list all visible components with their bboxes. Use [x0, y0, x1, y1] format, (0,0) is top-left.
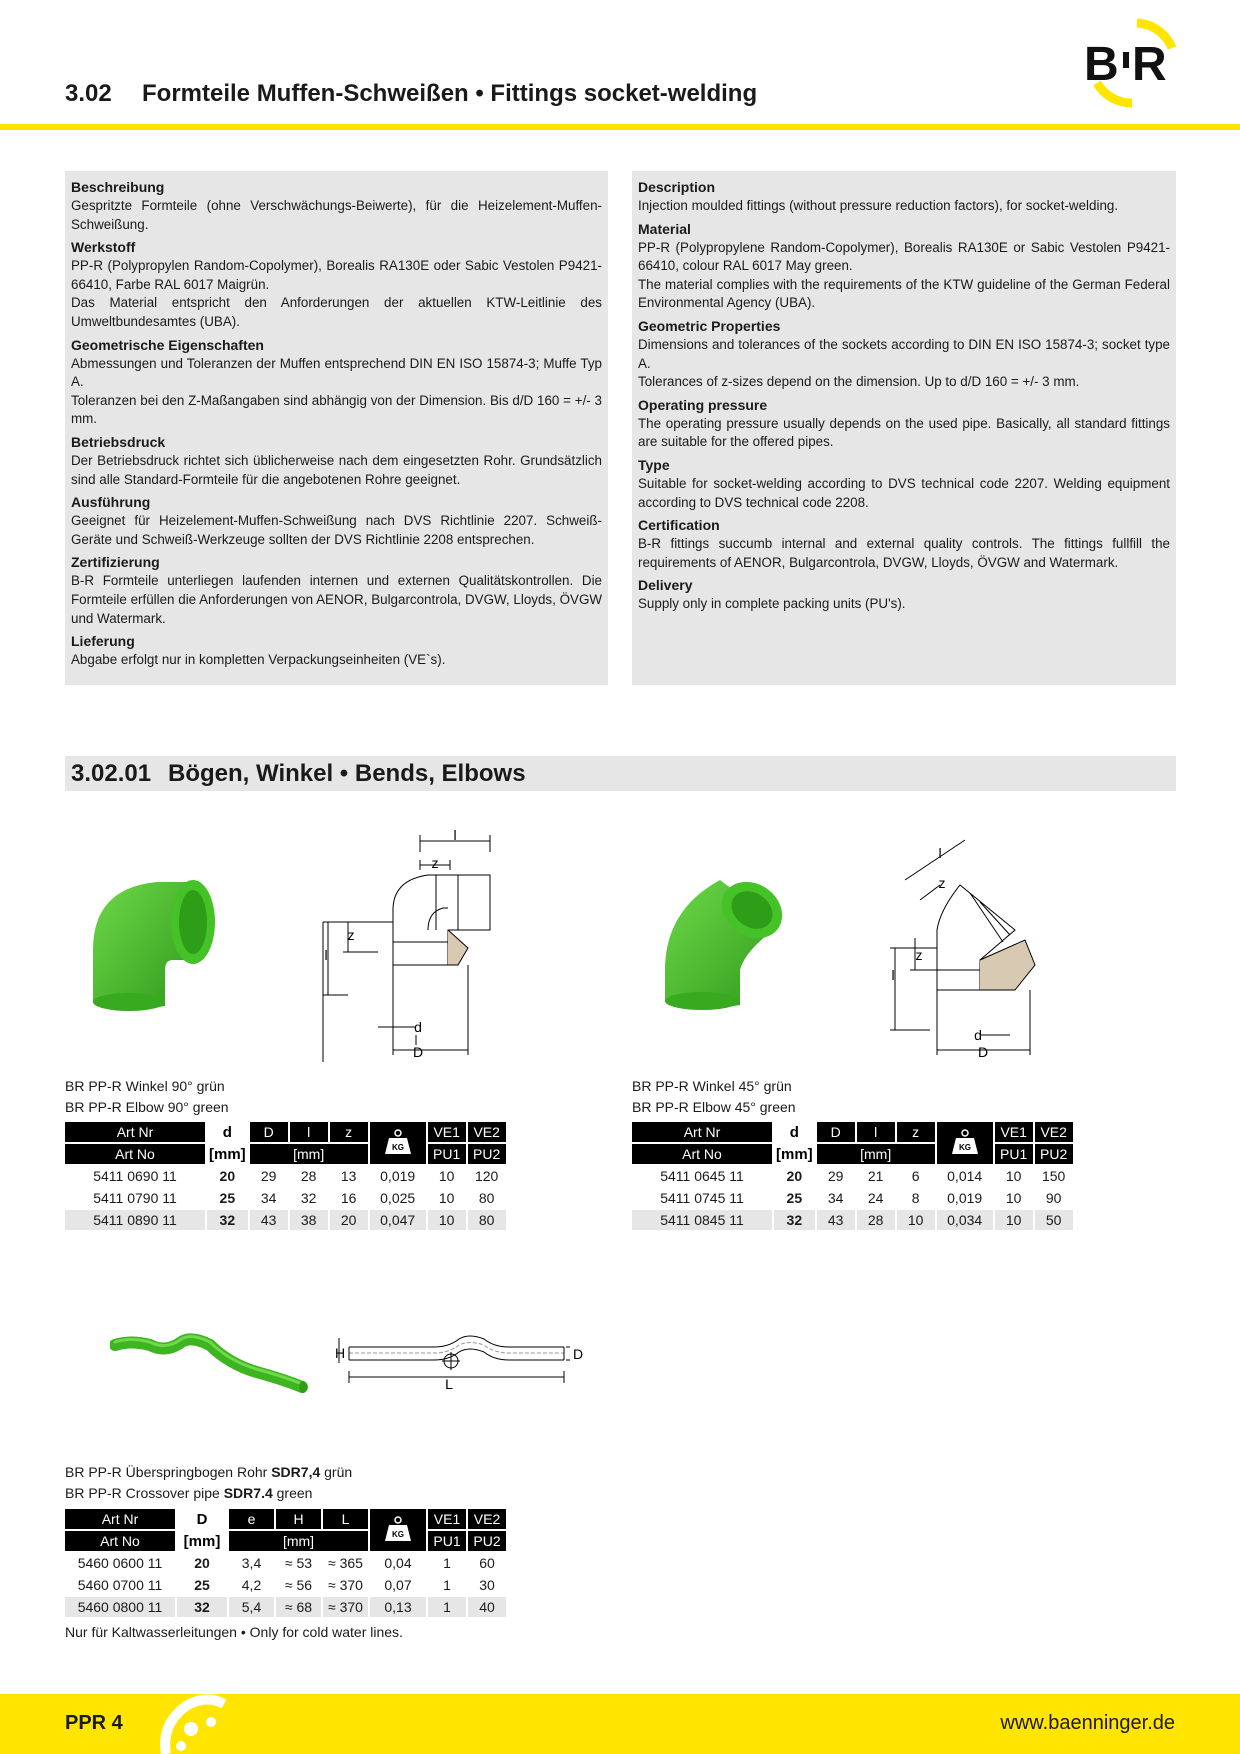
col-pu2: PU2: [1035, 1144, 1073, 1164]
col-ve2: VE2: [468, 1122, 506, 1142]
text-certification: B-R fittings succumb internal and external quality controls. The fittings fullfill the requirements of AENOR, Bulgarcontrola, DVGW, Lloyds, ÖVGW and Watermark.: [638, 536, 1170, 570]
col-e: e: [229, 1509, 274, 1529]
heading-geometrische-eigenschaften: Geometrische Eigenschaften: [71, 336, 264, 353]
col-mm: [mm]: [229, 1531, 368, 1551]
heading-delivery: Delivery: [638, 577, 693, 594]
table-row: 5411 0845 11 32 43 28 10 0,034 10 50: [632, 1210, 1073, 1230]
col-ve2: VE2: [1035, 1122, 1073, 1142]
text-geometrische-eigenschaften-2: Toleranzen bei den Z-Maßangaben sind abhängig von der Dimension. Bis d/D 160 = +/- 3 mm.: [71, 392, 602, 427]
col-d: d: [774, 1122, 815, 1142]
text-material-2: The material complies with the requirements of the KTW guideline of the German Federal Environmental Agency (UBA).: [638, 276, 1170, 311]
table-row: 5411 0890 11 32 43 38 20 0,047 10 80: [65, 1210, 506, 1230]
svg-text:KG: KG: [391, 1142, 404, 1152]
text-material: PP-R (Polypropylene Random-Copolymer), Borealis RA130E or Sabic Vestolen P9421-66410, colour RAL 6017 May green.: [638, 239, 1170, 274]
col-z: z: [897, 1122, 935, 1142]
heading-operating-pressure: Operating pressure: [638, 396, 768, 413]
weight-icon: [950, 1129, 980, 1155]
col-D: D: [250, 1122, 288, 1142]
table-row: 5460 0700 11 25 4,2 ≈ 56 ≈ 370 0,07 1 30: [77, 1577, 495, 1593]
col-l: l: [857, 1122, 895, 1142]
description-german: [65, 171, 608, 685]
crossover-photo: [110, 1325, 310, 1395]
crossover-caption: [65, 1462, 352, 1504]
col-D: D: [177, 1509, 227, 1529]
section-name: Bögen, Winkel • Bends, Elbows: [168, 760, 526, 787]
col-art-nr: Art Nr: [632, 1122, 772, 1142]
col-weight: [370, 1122, 426, 1164]
col-H: H: [276, 1509, 321, 1529]
col-d: d: [207, 1122, 248, 1142]
footer-logo-mark: [156, 1694, 226, 1754]
elbow-90-caption-de: BR PP-R Winkel 90° grün: [65, 1078, 225, 1094]
br-logo: [1082, 18, 1182, 108]
heading-material: Material: [638, 220, 691, 237]
col-pu2: PU2: [468, 1144, 506, 1164]
heading-description: Description: [638, 179, 716, 195]
crossover-label-D: D: [572, 1346, 584, 1362]
elbow-90-caption: [65, 1076, 229, 1118]
elbow-90-label-d: d: [414, 1019, 422, 1035]
col-weight: [370, 1509, 426, 1551]
elbow-90-table: [63, 1120, 508, 1232]
heading-lieferung: Lieferung: [71, 633, 135, 650]
svg-text:B: B: [1084, 38, 1119, 91]
elbow-90-label-D: D: [412, 1044, 424, 1060]
section-header: [65, 756, 1176, 791]
page-number: PPR 4: [65, 1712, 123, 1734]
elbow-90-caption-en: BR PP-R Elbow 90° green: [65, 1099, 229, 1115]
crossover-label-L: L: [445, 1376, 453, 1391]
text-delivery: Supply only in complete packing units (PU's).: [638, 596, 906, 612]
col-art-no: Art No: [65, 1144, 205, 1164]
text-werkstoff: PP-R (Polypropylen Random-Copolymer), Borealis RA130E oder Sabic Vestolen P9421-66410, Farbe RAL 6017 Maigrün.: [71, 258, 602, 292]
header-accent-line: [0, 124, 1240, 130]
text-description: Injection moulded fittings (without pressure reduction factors), for socket-welding.: [638, 198, 1119, 213]
col-pu1: PU1: [428, 1531, 466, 1551]
col-art-nr: Art Nr: [65, 1122, 205, 1142]
col-art-no: Art No: [632, 1144, 772, 1164]
text-lieferung: Abgabe erfolgt nur in kompletten Verpackungseinheiten (VE`s).: [71, 652, 446, 668]
elbow-45-label-z-side: z: [915, 947, 923, 963]
table-row: 5460 0800 11 32 5,4 ≈ 68 ≈ 370 0,13 1 40: [65, 1597, 506, 1617]
table-row: 5411 0690 11 20 29 28 13 0,019 10 120: [93, 1168, 499, 1184]
col-ve2: VE2: [468, 1509, 506, 1529]
elbow-90-label-z: z: [431, 855, 439, 871]
elbow-90-label-z-side: z: [347, 927, 355, 943]
col-ve1: VE1: [995, 1122, 1033, 1142]
text-geometrische-eigenschaften: Abmessungen und Toleranzen der Muffen entsprechend DIN EN ISO 15874-3; Muffe Typ A.: [71, 355, 602, 390]
text-operating-pressure: The operating pressure usually depends on the used pipe. Basically, all standard fittings are suitable for the offered pipes.: [638, 415, 1170, 450]
col-l: l: [290, 1122, 328, 1142]
text-betriebsdruck: Der Betriebsdruck richtet sich üblicherweise nach dem eingesetzten Rohr. Grundsätzlich sind alle Standard-Formteile für die angebotenen Rohre geeignet.: [71, 452, 602, 487]
heading-werkstoff: Werkstoff: [71, 239, 136, 256]
col-pu1: PU1: [428, 1144, 466, 1164]
weight-icon: [383, 1129, 413, 1155]
elbow-45-caption-de: BR PP-R Winkel 45° grün: [632, 1078, 792, 1094]
elbow-90-photo: [85, 870, 225, 1015]
crossover-label-H: H: [334, 1345, 346, 1361]
table-row: 5411 0745 11 25 34 24 8 0,019 10 90: [660, 1190, 1062, 1206]
heading-zertifizierung: Zertifizierung: [71, 554, 160, 571]
elbow-45-photo: [660, 870, 800, 1015]
crossover-drawing: [334, 1333, 584, 1391]
col-D: D: [817, 1122, 855, 1142]
col-pu1: PU1: [995, 1144, 1033, 1164]
elbow-90-label-l: l: [453, 830, 457, 843]
text-beschreibung: Gespritzte Formteile (ohne Verschwächungs-Beiwerte), für die Heizelement-Muffen-Schweißung.: [71, 198, 602, 232]
table-row: 5460 0600 11 20 3,4 ≈ 53 ≈ 365 0,04 1 60: [77, 1555, 495, 1571]
crossover-caption-de: BR PP-R Überspringbogen Rohr SDR7,4 grün: [65, 1464, 353, 1480]
svg-text:KG: KG: [958, 1142, 971, 1152]
table-row: 5411 0790 11 25 34 32 16 0,025 10 80: [93, 1190, 495, 1206]
text-werkstoff-2: Das Material entspricht den Anforderungen der aktuellen KTW-Leitlinie des Umweltbundesamtes (UBA).: [71, 295, 602, 329]
cold-water-note: Nur für Kaltwasserleitungen • Only for cold water lines.: [65, 1624, 403, 1640]
text-type: Suitable for socket-welding according to DVS technical code 2207. Welding equipment according to DVS technical code 2208.: [638, 475, 1170, 510]
col-ve1: VE1: [428, 1122, 466, 1142]
col-D-unit: [mm]: [177, 1531, 227, 1551]
col-mm: [mm]: [817, 1144, 935, 1164]
website-link[interactable]: www.baenninger.de: [1000, 1712, 1175, 1734]
chapter-title: Formteile Muffen-Schweißen • Fittings socket-welding: [142, 80, 758, 107]
elbow-45-label-l-side: l: [891, 967, 895, 983]
page-title: [65, 80, 757, 108]
col-d-unit: [mm]: [776, 1145, 813, 1163]
elbow-45-caption-en: BR PP-R Elbow 45° green: [632, 1099, 796, 1115]
heading-certification: Certification: [638, 517, 720, 534]
elbow-45-label-d: d: [974, 1027, 982, 1043]
col-d-unit: [mm]: [209, 1145, 246, 1163]
col-L: L: [323, 1509, 368, 1529]
section-title: [71, 760, 526, 788]
col-art-no: Art No: [65, 1531, 175, 1551]
elbow-45-caption: [632, 1076, 796, 1118]
col-z: z: [330, 1122, 368, 1142]
svg-text:R: R: [1132, 38, 1167, 91]
table-row: 5411 0645 11 20 29 21 6 0,014 10 150: [660, 1168, 1066, 1184]
elbow-90-drawing: [318, 830, 498, 1062]
text-geometric-properties-2: Tolerances of z-sizes depend on the dimension. Up to d/D 160 = +/- 3 mm.: [638, 374, 1080, 390]
heading-ausfuehrung: Ausführung: [71, 494, 151, 511]
elbow-45-label-l: l: [938, 845, 942, 861]
col-mm: [mm]: [250, 1144, 368, 1164]
elbow-45-label-D: D: [977, 1044, 989, 1060]
elbow-45-label-z: z: [938, 875, 946, 891]
heading-type: Type: [638, 456, 670, 473]
crossover-caption-en: BR PP-R Crossover pipe SDR7.4 green: [65, 1485, 313, 1501]
elbow-90-label-l-side: l: [324, 947, 328, 963]
col-ve1: VE1: [428, 1509, 466, 1529]
heading-betriebsdruck: Betriebsdruck: [71, 433, 166, 450]
text-zertifizierung: B-R Formteile unterliegen laufenden internen und externen Qualitätskontrollen. Die Formteile erfüllen die Anforderungen von AENOR, Bulgarcontrola, DVGW, Lloyds, ÖVGW und Watermark.: [71, 573, 602, 626]
chapter-number: 3.02: [65, 80, 112, 107]
col-pu2: PU2: [468, 1531, 506, 1551]
col-weight: [937, 1122, 993, 1164]
col-art-nr: Art Nr: [65, 1509, 175, 1529]
heading-beschreibung: Beschreibung: [71, 179, 165, 195]
elbow-45-drawing: [885, 830, 1070, 1062]
text-ausfuehrung: Geeignet für Heizelement-Muffen-Schweißung nach DVS Richtlinie 2207. Schweiß-Geräte und Schweiß-Werkzeuge sollten der DVS Richtlinie 2208 entsprechen.: [71, 513, 602, 547]
description-english: [632, 171, 1176, 685]
text-geometric-properties: Dimensions and tolerances of the sockets according to DIN EN ISO 15874-3; socket type A.: [638, 336, 1170, 371]
elbow-45-table: [630, 1120, 1075, 1232]
svg-text:KG: KG: [392, 1529, 404, 1539]
section-number: 3.02.01: [71, 760, 152, 787]
crossover-table: [63, 1507, 508, 1619]
weight-icon: [383, 1516, 413, 1542]
heading-geometric-properties: Geometric Properties: [638, 317, 781, 334]
